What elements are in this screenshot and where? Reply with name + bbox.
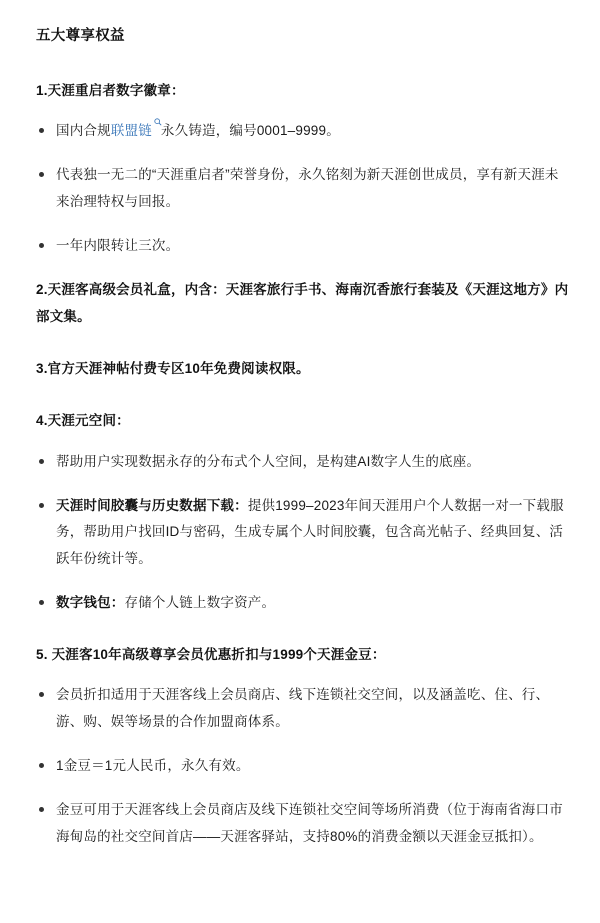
bullet-text-suffix: 永久铸造，编号0001–9999。 [160, 123, 340, 139]
list-item [36, 449, 570, 475]
search-icon [154, 118, 162, 126]
bullet-text: 帮助用户实现数据永存的分布式个人空间，是构建AI数字人生的底座。 [56, 453, 481, 469]
section-heading-3: 3.官方天涯神帖付费专区10年免费阅读权限。 [36, 360, 310, 376]
section-2-lead: 2.天涯客高级会员礼盒 [36, 282, 171, 298]
bullet-text: 代表独一无二的“天涯重启者”荣誉身份，永久铭刻为新天涯创世成员，享有新天涯未来治理特权与回报。 [56, 167, 559, 209]
list-item [36, 233, 570, 259]
bullet-text: 存储个人链上数字资产。 [124, 594, 276, 610]
bullet-list-4 [36, 449, 570, 617]
alliance-chain-link[interactable] [111, 123, 161, 138]
bullet-text: 一年内限转让三次。 [56, 238, 180, 253]
bullet-text-prefix: 国内合规 [56, 123, 111, 139]
list-item [36, 797, 570, 850]
list-item [36, 753, 570, 779]
list-item [36, 493, 570, 572]
bullet-list-1 [36, 118, 570, 259]
section-2-rest: ，内含：天涯客旅行手书、海南沉香旅行套装及《天涯这地方》内部文集。 [36, 282, 569, 324]
section-heading-2 [36, 277, 570, 330]
list-item [36, 682, 570, 735]
bullet-lead: 天涯时间胶囊与历史数据下载： [56, 497, 248, 513]
list-item [36, 590, 570, 616]
bullet-list-5 [36, 682, 570, 850]
bullet-text: 金豆可用于天涯客线上会员商店及线下连锁社交空间等场所消费（位于海南省海口市海甸岛的社交空间首店——天涯客驿站，支持80%的消费金额以天涯金豆抵扣）。 [56, 802, 563, 844]
bullet-text: 提供1999–2023年间天涯用户个人数据一对一下载服务，帮助用户找回ID与密码，生成专属个人时间胶囊，包含高光帖子、经典回复、活跃年份统计等。 [56, 497, 564, 566]
list-item [36, 162, 570, 215]
section-heading-1: 1.天涯重启者数字徽章： [36, 82, 185, 98]
section-heading-4: 4.天涯元空间： [36, 413, 130, 429]
section-heading-5: 5. 天涯客10年高级尊享会员优惠折扣与1999个天涯金豆： [36, 647, 386, 663]
page-title: 五大尊享权益 [36, 28, 125, 44]
bullet-text: 会员折扣适用于天涯客线上会员商店、线下连锁社交空间，以及涵盖吃、住、行、游、购、娱等场景的合作加盟商体系。 [56, 687, 550, 729]
list-item [36, 118, 570, 144]
link-label: 联盟链 [110, 123, 152, 139]
bullet-lead: 数字钱包： [56, 594, 125, 610]
bullet-text: 1金豆＝1元人民币，永久有效。 [56, 758, 250, 774]
